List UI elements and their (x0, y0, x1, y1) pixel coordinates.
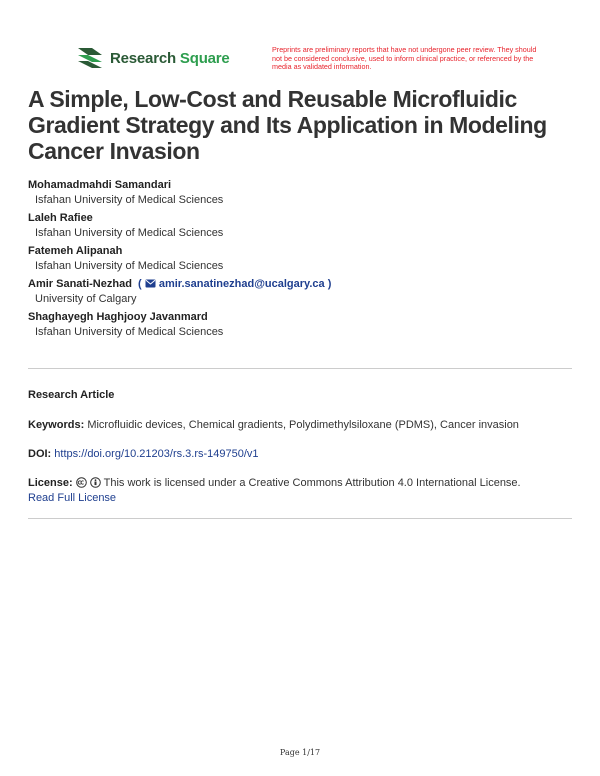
author-name: Laleh Rafiee (28, 212, 93, 224)
author-name: Amir Sanati-Nezhad (28, 278, 132, 290)
author-affiliation: Isfahan University of Medical Sciences (35, 194, 224, 206)
author-list (28, 178, 572, 343)
keywords-value: Microfluidic devices, Chemical gradients, Polydimethylsiloxane (PDMS), Cancer invasion (87, 419, 519, 431)
author-affiliation: Isfahan University of Medical Sciences (35, 326, 224, 338)
author-entry (28, 178, 572, 208)
header (76, 46, 546, 76)
article-type (28, 388, 572, 403)
keywords-row (28, 418, 572, 433)
author-name-with-email (28, 277, 572, 292)
paper-title: A Simple, Low-Cost and Reusable Microfluidic Gradient Strategy and Its Application in Modeling Cancer Invasion (28, 86, 547, 164)
page-number: Page 1/17 (279, 748, 321, 757)
logo-text-research: Research (110, 49, 176, 67)
logo-text-square: Square (179, 49, 230, 67)
doi-link[interactable]: https://doi.org/10.21203/rs.3.rs-149750/v1 (54, 448, 259, 460)
doi-label: DOI: (28, 448, 52, 460)
author-name: Mohamadmahdi Samandari (28, 179, 172, 191)
license-row (28, 476, 572, 506)
license-label: License: (28, 477, 73, 489)
creative-commons-icon (76, 477, 87, 488)
author-entry (28, 244, 572, 274)
author-email-link[interactable]: amir.sanatinezhad@ucalgary.ca (158, 278, 325, 290)
author-name: Shaghayegh Haghjooy Javanmard (28, 311, 208, 323)
author-entry (28, 277, 572, 307)
author-affiliation: University of Calgary (35, 293, 137, 305)
article-type-label: Research Article (28, 389, 115, 401)
author-entry (28, 211, 572, 241)
keywords-label: Keywords: (28, 419, 85, 431)
attribution-icon (90, 477, 101, 488)
author-affiliation: Isfahan University of Medical Sciences (35, 227, 224, 239)
divider (28, 518, 572, 519)
doi-row (28, 447, 572, 462)
author-entry (28, 310, 572, 340)
logo-text (110, 50, 230, 67)
divider (28, 368, 572, 369)
envelope-icon (145, 279, 156, 288)
email-group: ( amir.sanatinezhad@ucalgary.ca ) (134, 278, 332, 290)
license-text: This work is licensed under a Creative Commons Attribution 4.0 International License. (103, 477, 521, 489)
research-square-logo-icon (76, 46, 104, 70)
author-name: Fatemeh Alipanah (28, 245, 123, 257)
research-square-logo[interactable] (76, 46, 230, 70)
author-affiliation: Isfahan University of Medical Sciences (35, 260, 224, 272)
read-full-license-link[interactable]: Read Full License (28, 492, 117, 504)
preprint-disclaimer: Preprints are preliminary reports that have not undergone peer review. They should not be considered conclusive, used to inform clinical practice, or referenced by the media as validated information. (272, 45, 537, 72)
